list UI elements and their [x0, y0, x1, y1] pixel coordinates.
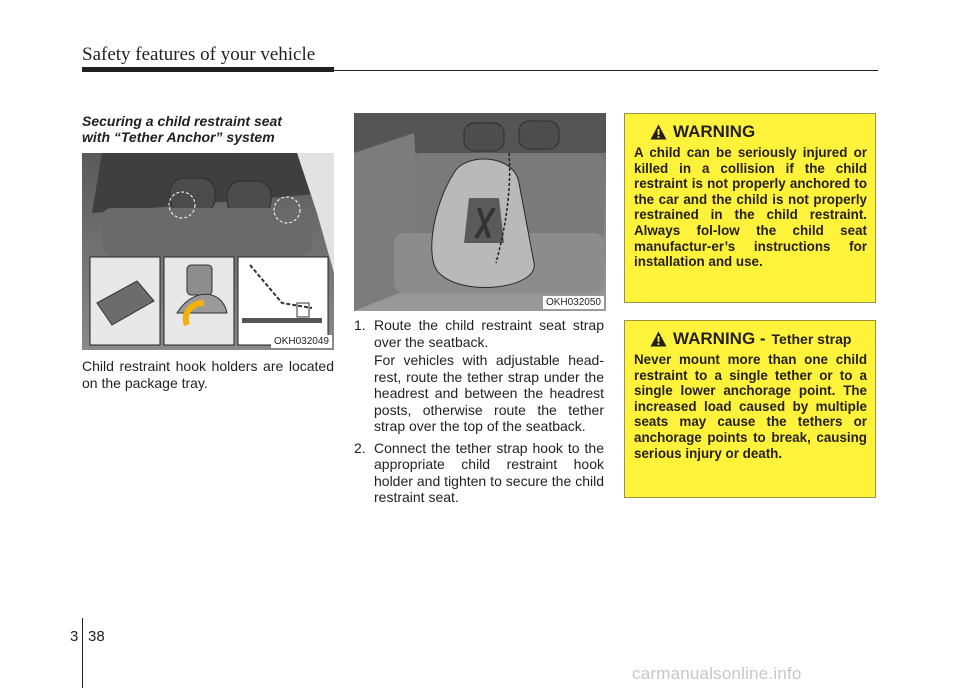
figure-child-seat: [354, 113, 606, 311]
warning-title: WARNING -: [673, 329, 766, 348]
section-title-line2: with “Tether Anchor” system: [82, 129, 275, 145]
page-number: 38: [88, 628, 105, 645]
figure-code: OKH032050: [543, 296, 604, 309]
page-number-divider: [82, 618, 83, 688]
chapter-number: 3: [70, 628, 79, 645]
warning-subtitle: Tether strap: [771, 331, 852, 347]
hook-holders-illustration: [82, 153, 334, 350]
section-title-line1: Securing a child restraint seat: [82, 113, 282, 129]
step-1-note: For vehicles with adjustable head-rest, route the tether strap under the headrest and between the headrest posts, otherwise route the tether strap over the top of the seatback.: [374, 352, 604, 434]
warning-header: [650, 329, 867, 349]
step-text: Connect the tether strap hook to the appropriate child restraint hook holder and tighten to secure the child restraint seat.: [374, 439, 604, 505]
warning-box-tether-strap: [624, 320, 876, 498]
hook-holder-description: Child restraint hook holders are located on the package tray.: [82, 358, 334, 391]
warning-body: Never mount more than one child restraint to a single tether or to a single lower anchorage point. The increased load caused by multiple seats may cause the tethers or anchorage points to break, causing serious injury or death.: [634, 352, 867, 461]
header-rule-thin: [334, 70, 878, 71]
header-rule-thick: [82, 67, 334, 72]
child-seat-illustration: [354, 113, 606, 311]
figure-code: OKH032049: [271, 335, 332, 348]
step-number: 1.: [354, 317, 366, 333]
warning-box-child-injury: [624, 113, 876, 303]
warning-triangle-icon: [650, 124, 667, 140]
warning-triangle-icon: [650, 331, 667, 347]
watermark: carmanualsonline.info: [632, 664, 802, 683]
step-1: [354, 317, 604, 350]
step-number: 2.: [354, 439, 366, 456]
section-title: [82, 113, 342, 145]
step-text: Route the child restraint seat strap over the seatback.: [374, 317, 604, 350]
warning-header: [650, 122, 867, 142]
instruction-steps: [354, 317, 604, 506]
step-2: [354, 440, 604, 506]
warning-body: A child can be seriously injured or killed in a collision if the child restraint is not properly anchored to the car and the child is not properly restrained in the child restraint. Always fol-low the child seat manufactur-er’s instructions for installation and use.: [634, 145, 867, 270]
figure-hook-holders: [82, 153, 334, 350]
warning-title: WARNING: [673, 122, 756, 141]
page-header-title: Safety features of your vehicle: [82, 44, 316, 65]
